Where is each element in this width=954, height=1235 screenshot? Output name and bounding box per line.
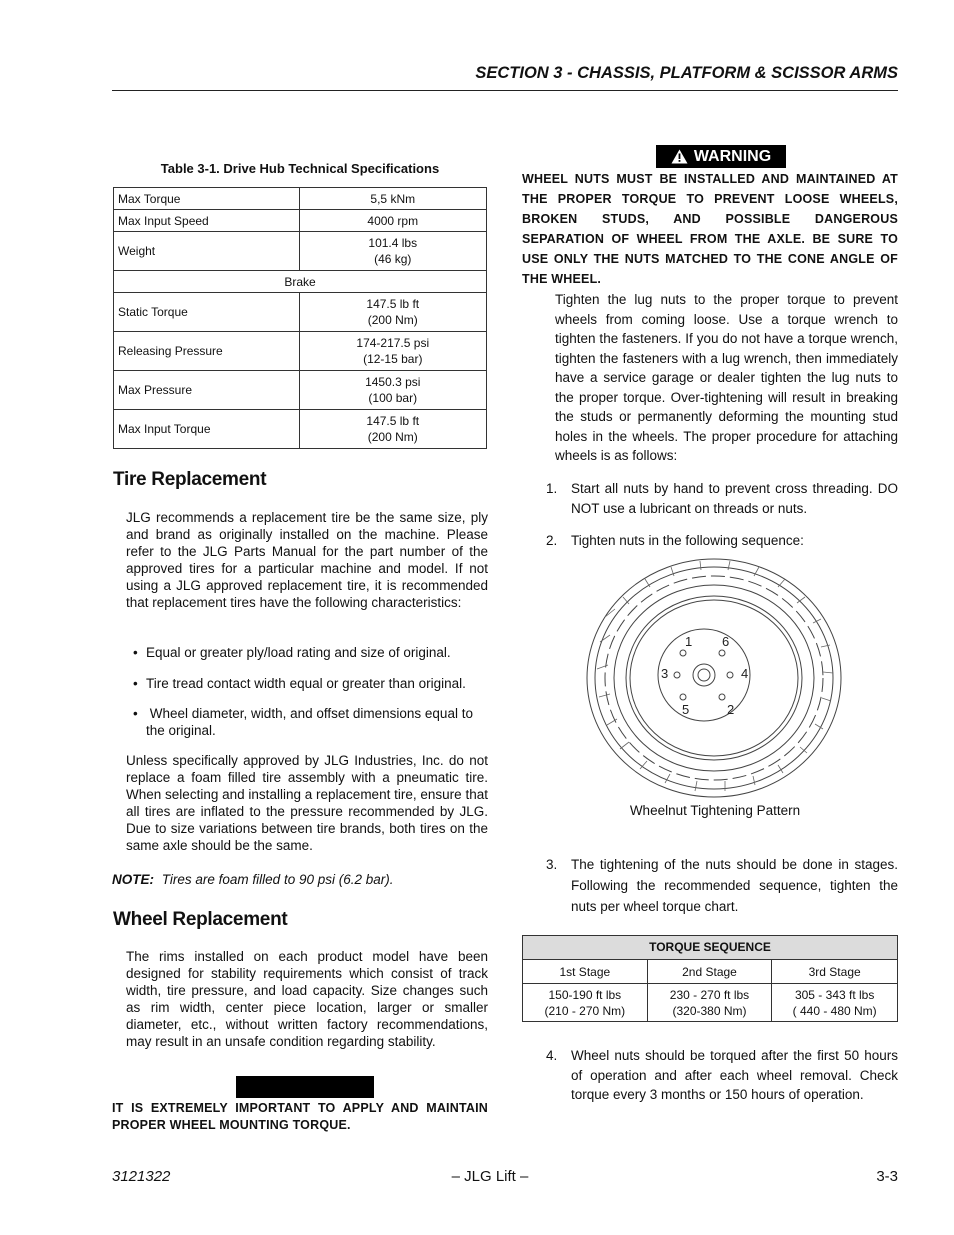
torque-value: 305 - 343 ft lbs ( 440 - 480 Nm) xyxy=(772,984,898,1022)
bullet-text: Equal or greater ply/load rating and size of original. xyxy=(146,645,451,660)
spec-label: Max Input Speed xyxy=(114,210,300,232)
lug-nut-intro: Tighten the lug nuts to the proper torque to prevent wheels from coming loose. Use a torque wrench to tighten the fasteners. If you do not have a torque wrench, tighten the fasteners with a lug wrench, then immediately have a service garage or dealer tighten the lug nuts to the proper torque. Over-tightening will result in breaking the studs or permanently deforming the mounting stud holes in the wheels. The proper procedure for attaching wheels is as follows: xyxy=(555,292,898,463)
table-row xyxy=(523,936,898,960)
torque-value: 230 - 270 ft lbs (320-380 Nm) xyxy=(647,984,772,1022)
torque-header: 2nd Stage xyxy=(647,960,772,984)
table-row xyxy=(114,293,487,332)
spec-value: 174-217.5 psi (12-15 bar) xyxy=(299,332,486,371)
table-row xyxy=(114,410,487,449)
footer-center: – JLG Lift – xyxy=(451,1168,529,1185)
table-row xyxy=(114,210,487,232)
torque-table-title: TORQUE SEQUENCE xyxy=(523,936,898,960)
nut-label: 2 xyxy=(727,702,735,717)
spec-value: 4000 rpm xyxy=(299,210,486,232)
torque-header: 3rd Stage xyxy=(772,960,898,984)
header-rule xyxy=(112,90,898,91)
note xyxy=(112,872,492,887)
spec-value: 147.5 lb ft (200 Nm) xyxy=(299,293,486,332)
spec-label: Max Input Torque xyxy=(114,410,300,449)
spec-value: 1450.3 psi (100 bar) xyxy=(299,371,486,410)
nut-label: 6 xyxy=(722,634,730,649)
step-1: 1. Start all nuts by hand to prevent cross threading. DO NOT use a lubricant on threads or nuts. xyxy=(546,481,898,516)
nut-label: 4 xyxy=(741,666,749,681)
spec-label: Static Torque xyxy=(114,293,300,332)
warning-text: WHEEL NUTS MUST BE INSTALLED AND MAINTAINED AT THE PROPER TORQUE TO PREVENT LOOSE WHEELS, BROKEN STUDS, AND POSSIBLE DANGEROUS SEPARATION OF WHEEL FROM THE AXLE. BE SURE TO USE ONLY THE NUTS MATCHED TO THE CONE ANGLE OF THE WHEEL. xyxy=(522,172,898,286)
wheel-diagram xyxy=(585,557,843,799)
spec-value: 5,5 kNm xyxy=(299,188,486,210)
wheel-replacement-heading: Wheel Replacement xyxy=(113,909,288,930)
caution-text: IT IS EXTREMELY IMPORTANT TO APPLY AND MAINTAIN PROPER WHEEL MOUNTING TORQUE. xyxy=(112,1101,488,1132)
bullet-text: Tire tread contact width equal or greater than original. xyxy=(146,676,466,691)
torque-value: 150-190 ft lbs (210 - 270 Nm) xyxy=(523,984,648,1022)
table-row xyxy=(114,188,487,210)
bullet-text: Wheel diameter, width, and offset dimensions equal to the original. xyxy=(146,706,477,738)
table-row xyxy=(114,332,487,371)
spec-value: 101.4 lbs (46 kg) xyxy=(299,232,486,271)
table-row xyxy=(523,960,898,984)
table-row xyxy=(114,271,487,293)
torque-table xyxy=(522,935,898,1022)
doc-number: 3121322 xyxy=(112,1168,171,1185)
tire-replacement-heading: Tire Replacement xyxy=(113,469,267,490)
warning-triangle-icon xyxy=(671,149,688,164)
nut-label: 1 xyxy=(685,634,693,649)
brake-heading: Brake xyxy=(114,271,487,293)
spec-label: Max Pressure xyxy=(114,371,300,410)
tire-replacement-intro: JLG recommends a replacement tire be the same size, ply and brand as originally installed on the machine. Please refer to the JLG Parts Manual for the part number of the approved tires for a particular machine and model. If not using a JLG approved replacement tire, it is recommended that replacement tires have the following characteristics: xyxy=(126,510,488,610)
warning-label xyxy=(656,145,786,168)
list-item: • Tire tread contact width equal or greater than original. xyxy=(133,675,488,692)
tire-replacement-body: Unless specifically approved by JLG Industries, Inc. do not replace a foam filled tire assembly with a pneumatic tire. When selecting and installing a replacement tire, ensure that all tires are inflated to the pressure recommended by JLG. Due to size variations between tire brands, both tires on the same axle should be the same. xyxy=(126,753,488,853)
spec-table xyxy=(113,187,487,449)
wheel-replacement-body: The rims installed on each product model have been designed for stability requirements which consist of track width, tire pressure, and load capacity. Size changes such as rim width, center piece location, larger or smaller diameter, etc., without written factory recommendations, may result in an unsafe condition regarding stability. xyxy=(126,949,488,1049)
spec-label: Releasing Pressure xyxy=(114,332,300,371)
spec-label: Max Torque xyxy=(114,188,300,210)
step-4: 4. Wheel nuts should be torqued after the first 50 hours of operation and after each wheel removal. Check torque every 3 months or 150 hours of operation. xyxy=(546,1048,898,1102)
table-row xyxy=(114,371,487,410)
spec-table-caption: Table 3-1. Drive Hub Technical Specifications xyxy=(160,161,440,176)
torque-header: 1st Stage xyxy=(523,960,648,984)
step-3: 3. The tightening of the nuts should be done in stages. Following the recommended sequence, tighten the nuts per wheel torque chart. xyxy=(546,857,898,914)
table-row xyxy=(523,984,898,1022)
section-header: SECTION 3 - CHASSIS, PLATFORM & SCISSOR ARMS xyxy=(475,64,898,82)
spec-value: 147.5 lb ft (200 Nm) xyxy=(299,410,486,449)
nut-label: 5 xyxy=(682,702,690,717)
note-text: Tires are foam filled to 90 psi (6.2 bar). xyxy=(161,872,394,887)
note-label: NOTE: xyxy=(112,872,154,887)
table-row xyxy=(114,232,487,271)
step-2: 2. Tighten nuts in the following sequence: xyxy=(546,533,804,548)
caution-label-box xyxy=(236,1076,374,1098)
list-item: • Wheel diameter, width, and offset dimensions equal to the original. xyxy=(133,705,488,739)
page-number: 3-3 xyxy=(876,1168,898,1185)
nut-label: 3 xyxy=(661,666,669,681)
list-item: • Equal or greater ply/load rating and size of original. xyxy=(133,644,488,661)
spec-label: Weight xyxy=(114,232,300,271)
warning-label-text: WARNING xyxy=(693,147,772,165)
figure-caption: Wheelnut Tightening Pattern xyxy=(629,803,801,818)
